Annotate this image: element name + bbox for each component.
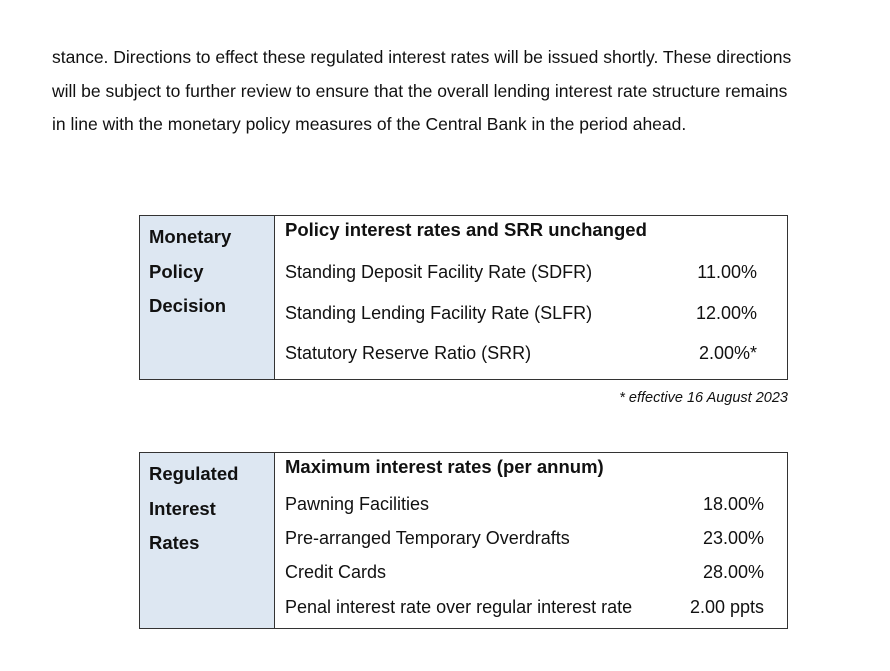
paragraph-line: will be subject to further review to ensure that the overall lending interest rate structure remains [52, 80, 788, 101]
label-line: Monetary [149, 226, 232, 247]
monetary-policy-box [139, 215, 788, 380]
pawning-value: 18.00% [702, 494, 764, 514]
credit-cards-value: 28.00% [702, 562, 764, 582]
body-paragraph [52, 41, 872, 142]
paragraph-line: stance. Directions to effect these regulated interest rates will be issued shortly. These directions [52, 47, 792, 67]
srr-footnote: * effective 16 August 2023 [619, 390, 788, 406]
regulated-rates-content [275, 453, 787, 628]
regulated-heading: Maximum interest rates (per annum) [285, 456, 604, 477]
srr-value: 2.00%* [698, 343, 757, 363]
srr-label: Statutory Reserve Ratio (SRR) [285, 343, 532, 363]
paragraph-line: in line with the monetary policy measures of the Central Bank in the period ahead. [52, 114, 687, 134]
regulated-rates-box [139, 452, 788, 629]
label-line: Policy [149, 260, 204, 282]
sdfr-value: 11.00% [697, 262, 757, 282]
slfr-label: Standing Lending Facility Rate (SLFR) [285, 303, 593, 323]
overdraft-label: Pre-arranged Temporary Overdrafts [285, 528, 570, 548]
label-line: Interest [149, 497, 216, 519]
regulated-rates-label [140, 453, 275, 628]
label-line: Rates [149, 532, 200, 553]
credit-cards-label: Credit Cards [285, 562, 387, 582]
penal-rate-label: Penal interest rate over regular interest rate [285, 597, 633, 617]
overdraft-value: 23.00% [702, 528, 764, 548]
sdfr-label: Standing Deposit Facility Rate (SDFR) [285, 262, 593, 282]
monetary-policy-content [275, 216, 787, 379]
label-line: Regulated [149, 463, 239, 484]
penal-rate-value: 2.00 ppts [689, 597, 764, 617]
monetary-policy-label [140, 216, 275, 379]
policy-heading: Policy interest rates and SRR unchanged [285, 219, 647, 240]
slfr-value: 12.00% [695, 303, 757, 323]
label-line: Decision [149, 295, 227, 316]
pawning-label: Pawning Facilities [285, 494, 430, 514]
